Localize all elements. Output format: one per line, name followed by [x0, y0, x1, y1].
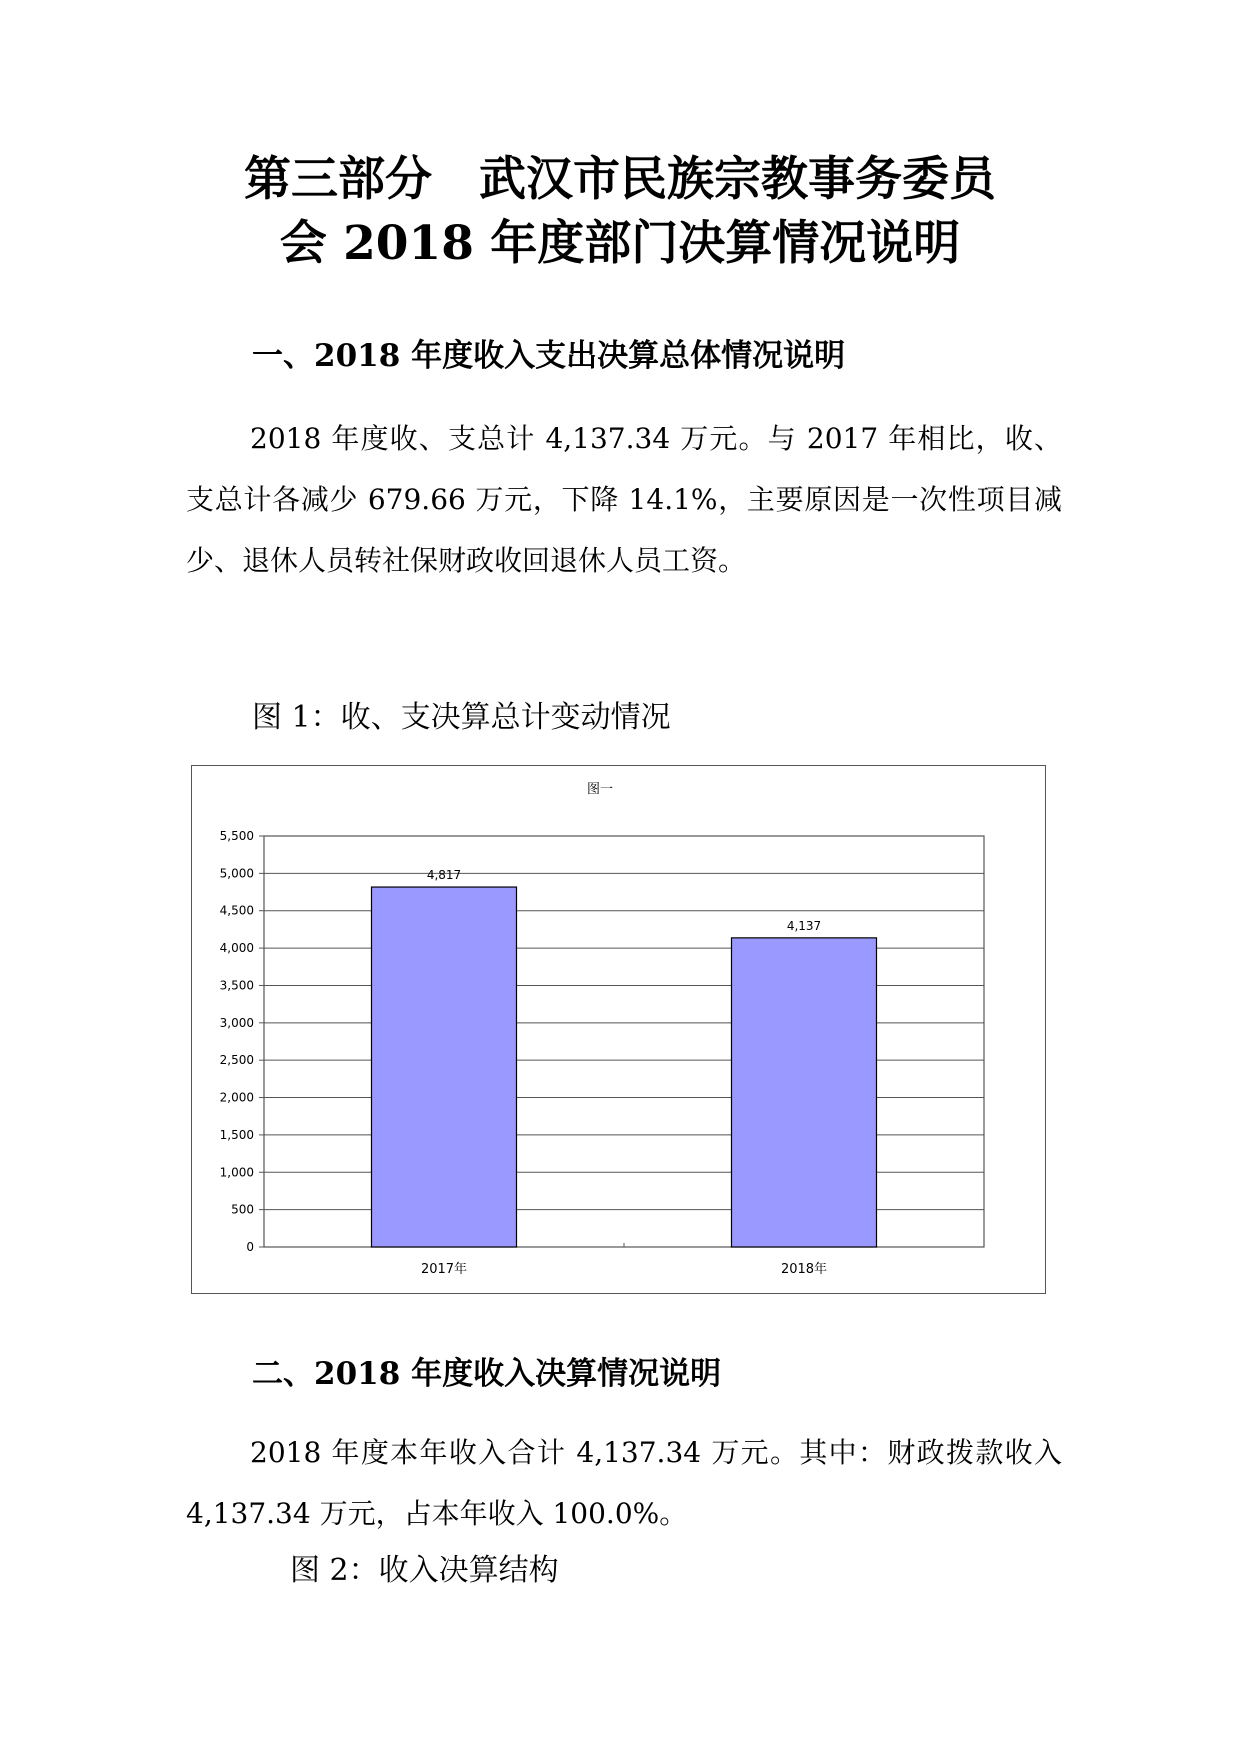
- y-tick-label: 5,000: [219, 866, 254, 881]
- bar-value-label: 4,137: [786, 918, 822, 933]
- page-title-line1: 第三部分 武汉市民族宗教事务委员: [244, 152, 996, 207]
- section2-heading: 二、2018 年度收入决算情况说明: [252, 1356, 722, 1392]
- y-tick-label: 1,500: [219, 1127, 254, 1142]
- y-tick-label: 2,500: [219, 1053, 254, 1068]
- y-tick-label: 0: [246, 1240, 254, 1254]
- y-tick-label: 3,500: [219, 978, 254, 993]
- section1-heading: 一、2018 年度收入支出决算总体情况说明: [252, 338, 846, 374]
- y-tick-label: 3,000: [219, 1015, 254, 1030]
- y-tick-label: 4,500: [219, 903, 254, 918]
- section2-paragraph: 2018 年度本年收入合计 4,137.34 万元。其中：财政拨款收入 4,137.34 万元，占本年收入 100.0%。: [186, 1436, 1062, 1530]
- y-tick-label: 4,000: [219, 941, 254, 956]
- bar: [372, 887, 517, 1247]
- bar-value-label: 4,817: [426, 868, 462, 883]
- y-tick-label: 2,000: [219, 1090, 254, 1105]
- y-tick-label: 1,000: [219, 1165, 254, 1180]
- chart-title: 图一: [586, 782, 614, 797]
- section1-paragraph: 2018 年度收、支总计 4,137.34 万元。与 2017 年相比，收、支总计各减少 679.66 万元，下降 14.1%，主要原因是一次性项目减少、退休人员转社保财政收回退休人员工资。: [186, 422, 1062, 577]
- figure1-chart: [191, 765, 1046, 1294]
- bar-chart-svg: [192, 766, 1047, 1295]
- x-tick-label: 2018年: [780, 1262, 828, 1277]
- x-tick-label: 2017年: [420, 1262, 468, 1277]
- figure1-caption: 图 1：收、支决算总计变动情况: [252, 700, 671, 735]
- page-title-line2: 会 2018 年度部门决算情况说明: [279, 216, 961, 271]
- figure2-caption: 图 2：收入决算结构: [290, 1553, 559, 1588]
- bar: [732, 938, 877, 1247]
- y-tick-label: 5,500: [219, 829, 254, 843]
- y-tick-label: 500: [231, 1202, 254, 1217]
